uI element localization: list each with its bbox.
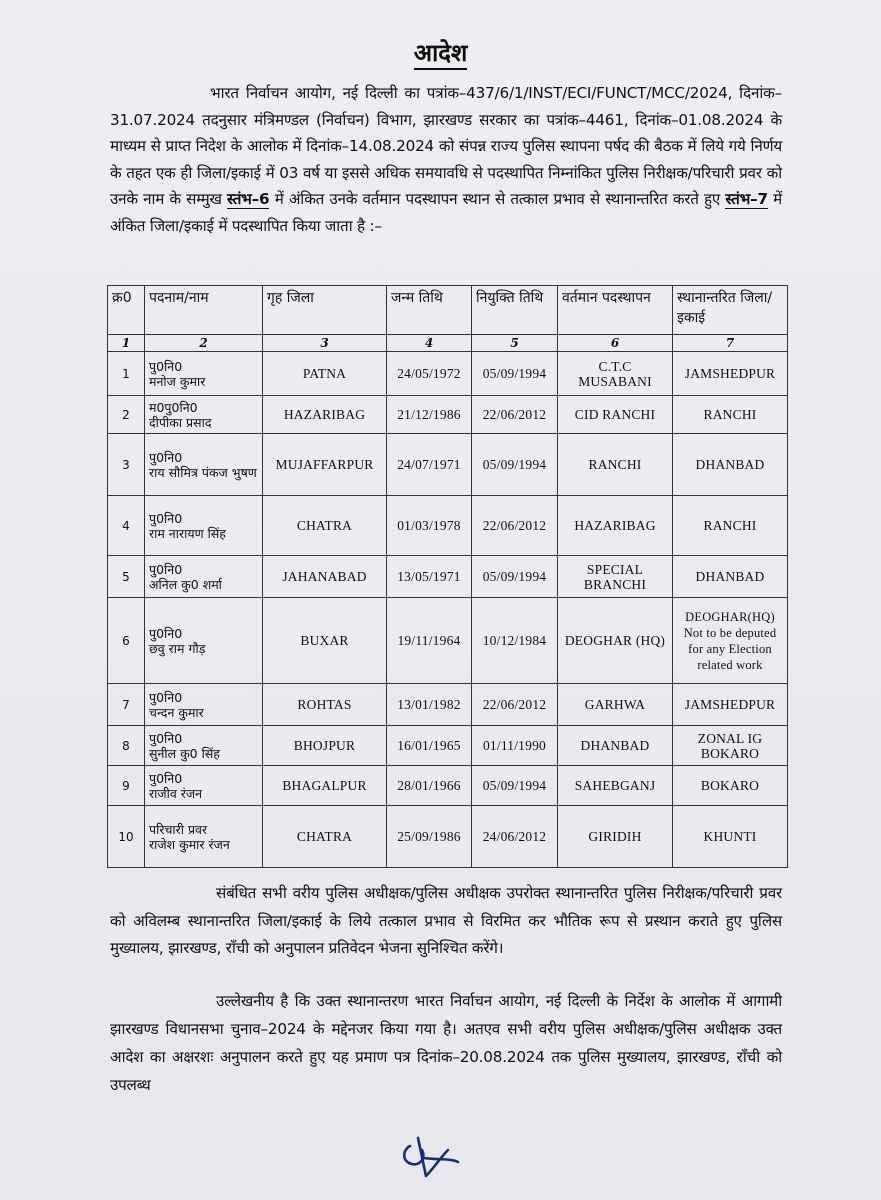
row-sno: 8 xyxy=(108,726,145,766)
table-row xyxy=(108,806,788,868)
row-dob: 25/09/1986 xyxy=(387,806,472,868)
row-officer-name: राम नारायण सिंह xyxy=(149,525,226,541)
row-designation: पु0नि0 xyxy=(149,625,183,641)
row-transferred-to: DHANBAD xyxy=(673,434,788,496)
table-row xyxy=(108,556,788,598)
row-dob: 24/07/1971 xyxy=(387,434,472,496)
row-dob: 28/01/1966 xyxy=(387,766,472,806)
row-dob: 16/01/1965 xyxy=(387,726,472,766)
column-6-reference: स्तंभ–6 xyxy=(227,190,270,209)
row-current-posting: SAHEBGANJ xyxy=(558,766,673,806)
row-designation-name xyxy=(145,726,263,766)
row-officer-name: दीपीका प्रसाद xyxy=(149,414,212,430)
row-doa: 05/09/1994 xyxy=(472,352,558,396)
row-dob: 13/01/1982 xyxy=(387,684,472,726)
row-designation-name xyxy=(145,766,263,806)
row-home-district: JAHANABAD xyxy=(263,556,387,598)
table-row xyxy=(108,352,788,396)
row-officer-name: मनोज कुमार xyxy=(149,373,206,389)
row-transferred-to: JAMSHEDPUR xyxy=(673,684,788,726)
row-designation: पु0नि0 xyxy=(149,689,183,705)
row-designation: म0पु0नि0 xyxy=(149,399,198,415)
row-sno: 1 xyxy=(108,352,145,396)
row-sno: 9 xyxy=(108,766,145,806)
row-current-posting: GIRIDIH xyxy=(558,806,673,868)
row-current-posting: SPECIAL BRANCHI xyxy=(558,556,673,598)
row-home-district: CHATRA xyxy=(263,496,387,556)
intro-paragraph xyxy=(110,80,782,240)
table-row xyxy=(108,726,788,766)
row-doa: 05/09/1994 xyxy=(472,434,558,496)
row-doa: 05/09/1994 xyxy=(472,556,558,598)
row-dob: 19/11/1964 xyxy=(387,598,472,684)
row-home-district: HAZARIBAG xyxy=(263,396,387,434)
row-transferred-to: JAMSHEDPUR xyxy=(673,352,788,396)
row-dob: 24/05/1972 xyxy=(387,352,472,396)
row-designation-name xyxy=(145,496,263,556)
row-designation-name xyxy=(145,352,263,396)
row-designation-name xyxy=(145,806,263,868)
row-sno: 4 xyxy=(108,496,145,556)
row-current-posting: DHANBAD xyxy=(558,726,673,766)
row-designation: पु0नि0 xyxy=(149,561,183,577)
row-home-district: BUXAR xyxy=(263,598,387,684)
header-transferred-to: स्थानान्तरित जिला/इकाई xyxy=(673,286,788,335)
row-officer-name: राय सौमित्र पंकज भुषण xyxy=(149,464,257,480)
signature-mark xyxy=(396,1128,466,1188)
table-row xyxy=(108,434,788,496)
column-number-row xyxy=(108,335,788,352)
header-current-posting: वर्तमान पदस्थापन xyxy=(558,286,673,335)
header-home-district: गृह जिला xyxy=(263,286,387,335)
row-sno: 10 xyxy=(108,806,145,868)
row-home-district: MUJAFFARPUR xyxy=(263,434,387,496)
row-officer-name: छवु राम गौड़ xyxy=(149,640,206,656)
row-doa: 05/09/1994 xyxy=(472,766,558,806)
row-transferred-to: RANCHI xyxy=(673,496,788,556)
row-current-posting: GARHWA xyxy=(558,684,673,726)
intro-text-part1: भारत निर्वाचन आयोग, नई दिल्ली का पत्रांक–437/6/1/INST/ECI/FUNCT/MCC/2024, दिनांक–31.07.2024 तदनुसार मंत्रिमण्डल (निर्वाचन) विभाग, झारखण्ड सरकार का पत्रांक–4461, दिनांक–01.08.2024 के माध्यम से प्राप्त निदेश के आलोक में दिनांक–14.08.2024 को संपन्न राज्य पुलिस स्थापना पर्षद की बैठक में लिये गये निर्णय के तहत एक ही जिला/इकाई में 03 वर्ष या इससे अधिक समयावधि से पदस्थापित निम्नांकित पुलिस निरीक्षक/परिचारी प्रवर को उनके नाम के सम्मुख xyxy=(110,84,782,209)
row-current-posting: HAZARIBAG xyxy=(558,496,673,556)
column-number: 3 xyxy=(263,335,387,352)
column-number: 1 xyxy=(108,335,145,352)
row-designation-name xyxy=(145,684,263,726)
transfer-table xyxy=(107,285,788,868)
row-officer-name: राजेश कुमार रंजन xyxy=(149,836,230,852)
row-designation: पु0नि0 xyxy=(149,510,183,526)
intro-text-part3: में अंकित जिला/इकाई में पदस्थापित किया जाता है :– xyxy=(110,190,782,235)
column-number: 2 xyxy=(145,335,263,352)
row-designation-name xyxy=(145,434,263,496)
row-sno: 7 xyxy=(108,684,145,726)
row-officer-name: चन्दन कुमार xyxy=(149,704,204,720)
row-designation: परिचारी प्रवर xyxy=(149,821,208,837)
row-transferred-to: ZONAL IG BOKARO xyxy=(673,726,788,766)
table-row xyxy=(108,684,788,726)
header-dob: जन्म तिथि xyxy=(387,286,472,335)
row-home-district: PATNA xyxy=(263,352,387,396)
table-header-row xyxy=(108,286,788,335)
header-designation-name: पदनाम/नाम xyxy=(145,286,263,335)
row-doa: 22/06/2012 xyxy=(472,396,558,434)
row-doa: 22/06/2012 xyxy=(472,684,558,726)
relieving-instruction-paragraph: संबंधित सभी वरीय पुलिस अधीक्षक/पुलिस अधीक्षक उपरोक्त स्थानान्तरित पुलिस निरीक्षक/परिचारी प्रवर को अविलम्ब स्थानान्तरित जिला/इकाई के लिये तत्काल प्रभाव से विरमित कर भौतिक रूप से प्रस्थान कराते हुए पुलिस मुख्यालय, झारखण्ड, राँची को अनुपालन प्रतिवेदन भेजना सुनिश्चित करेंगे। xyxy=(110,884,782,957)
column-number: 4 xyxy=(387,335,472,352)
row-doa: 22/06/2012 xyxy=(472,496,558,556)
row-designation-name xyxy=(145,396,263,434)
row-officer-name: राजीव रंजन xyxy=(149,785,203,801)
title-text: आदेश xyxy=(414,38,468,70)
table-row xyxy=(108,766,788,806)
row-doa: 01/11/1990 xyxy=(472,726,558,766)
row-sno: 5 xyxy=(108,556,145,598)
header-doa: नियुक्ति तिथि xyxy=(472,286,558,335)
column-number: 7 xyxy=(673,335,788,352)
row-doa: 24/06/2012 xyxy=(472,806,558,868)
row-transferred-to: DEOGHAR(HQ) Not to be deputed for any Election related work xyxy=(673,598,788,684)
table-row xyxy=(108,598,788,684)
row-current-posting: CID RANCHI xyxy=(558,396,673,434)
row-dob: 01/03/1978 xyxy=(387,496,472,556)
row-transferred-to: KHUNTI xyxy=(673,806,788,868)
row-current-posting: DEOGHAR (HQ) xyxy=(558,598,673,684)
intro-text-part2: में अंकित उनके वर्तमान पदस्थापन स्थान से तत्काल प्रभाव से स्थानान्तरित करते हुए xyxy=(269,190,726,209)
row-designation: पु0नि0 xyxy=(149,358,183,374)
header-sno: क्र0 xyxy=(108,286,145,335)
column-number: 6 xyxy=(558,335,673,352)
row-designation: पु0नि0 xyxy=(149,770,183,786)
row-designation-name xyxy=(145,556,263,598)
column-number: 5 xyxy=(472,335,558,352)
row-designation: पु0नि0 xyxy=(149,730,183,746)
row-home-district: BHOJPUR xyxy=(263,726,387,766)
row-transferred-to: DHANBAD xyxy=(673,556,788,598)
row-dob: 13/05/1971 xyxy=(387,556,472,598)
row-current-posting: C.T.C MUSABANI xyxy=(558,352,673,396)
row-home-district: BHAGALPUR xyxy=(263,766,387,806)
row-officer-name: अनिल कु0 शर्मा xyxy=(149,576,222,592)
row-current-posting: RANCHI xyxy=(558,434,673,496)
row-transferred-to: BOKARO xyxy=(673,766,788,806)
row-doa: 10/12/1984 xyxy=(472,598,558,684)
row-sno: 6 xyxy=(108,598,145,684)
column-7-reference: स्तंभ–7 xyxy=(725,190,768,209)
row-designation: पु0नि0 xyxy=(149,449,183,465)
election-note-paragraph: उल्लेखनीय है कि उक्त स्थानान्तरण भारत निर्वाचन आयोग, नई दिल्ली के निर्देश के आलोक में आगामी झारखण्ड विधानसभा चुनाव–2024 के मद्देनजर किया गया है। अतएव सभी वरीय पुलिस अधीक्षक/पुलिस अधीक्षक उक्त आदेश का अक्षरशः अनुपालन करते हुए यह प्रमाण पत्र दिनांक–20.08.2024 तक पुलिस मुख्यालय, झारखण्ड, राँची को उपलब्ध xyxy=(110,992,782,1094)
row-dob: 21/12/1986 xyxy=(387,396,472,434)
table-row xyxy=(108,396,788,434)
row-transferred-to: RANCHI xyxy=(673,396,788,434)
row-home-district: ROHTAS xyxy=(263,684,387,726)
row-officer-name: सुनील कु0 सिंह xyxy=(149,745,220,761)
row-sno: 2 xyxy=(108,396,145,434)
table-row xyxy=(108,496,788,556)
document-title xyxy=(0,36,881,69)
row-sno: 3 xyxy=(108,434,145,496)
row-designation-name xyxy=(145,598,263,684)
row-home-district: CHATRA xyxy=(263,806,387,868)
